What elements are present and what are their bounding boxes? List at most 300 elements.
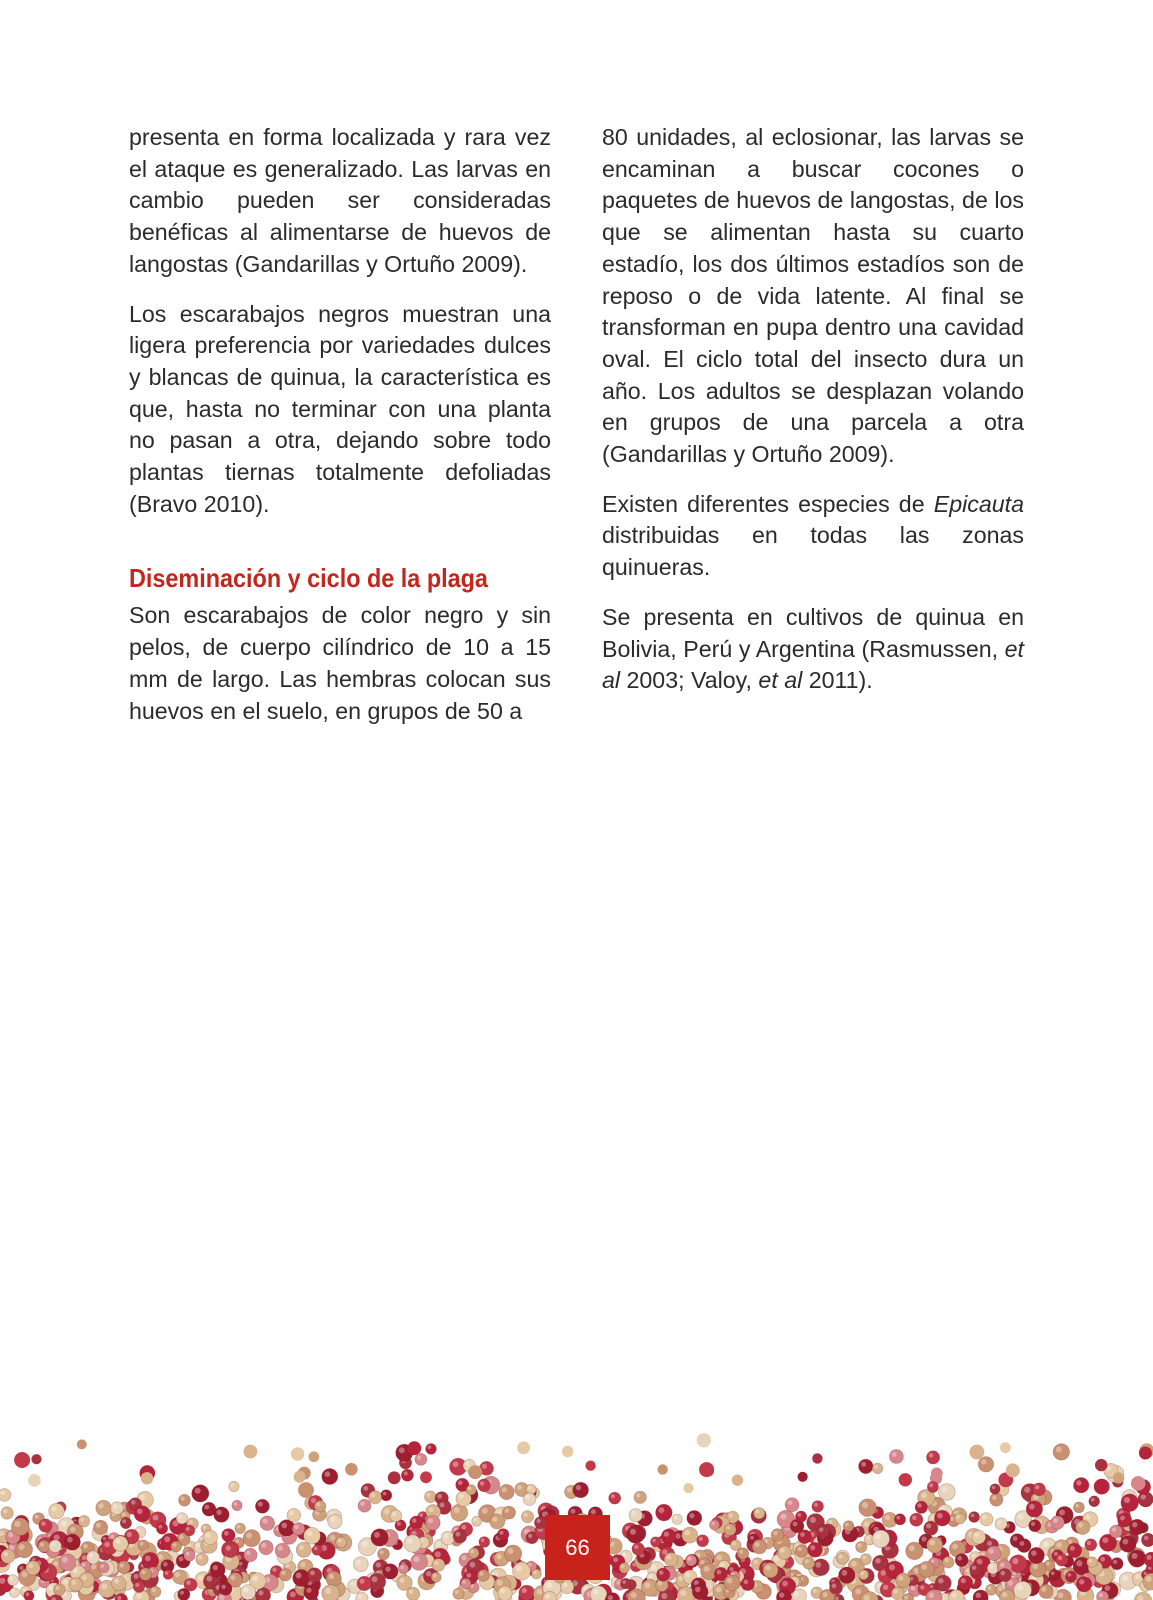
quinoa-grain <box>353 1557 368 1572</box>
grain-highlight <box>470 1562 476 1568</box>
grain-highlight <box>1058 1556 1062 1560</box>
grain-highlight <box>397 1522 401 1526</box>
quinoa-grain <box>381 1490 392 1501</box>
grain-highlight <box>173 1543 177 1547</box>
right-paragraph-1: 80 unidades, al eclosionar, las larvas se encaminan a buscar cocones o paquetes de huevos de langostas, de los que se alimentan hasta su cuarto estadío, los dos últimos estadíos son de reposo o de vida latente. Al final se transforman en pupa dentro una cavidad oval. El ciclo total del insecto dura un año. Los adultos se desplazan volando en grupos de una parcela a otra (Gandarillas y Ortuño 2009). <box>602 124 1024 468</box>
grain-highlight <box>407 1538 413 1544</box>
grain-highlight <box>372 1576 378 1582</box>
quinoa-grain <box>737 1548 749 1560</box>
quinoa-grain <box>1074 1478 1089 1493</box>
grain-highlight <box>231 1483 235 1487</box>
quinoa-grain <box>1085 1539 1097 1551</box>
grain-highlight <box>444 1534 449 1539</box>
grain-highlight <box>861 1462 866 1467</box>
grain-highlight <box>1100 1557 1105 1562</box>
grain-highlight <box>992 1495 997 1500</box>
grain-highlight <box>756 1510 760 1514</box>
grain-highlight <box>311 1498 316 1503</box>
quinoa-grain <box>287 1508 301 1522</box>
grain-highlight <box>862 1502 868 1508</box>
grain-highlight <box>505 1508 510 1513</box>
quinoa-grain <box>478 1479 491 1492</box>
quinoa-grain <box>490 1514 505 1529</box>
quinoa-grain <box>1121 1494 1139 1512</box>
quinoa-grain <box>229 1481 239 1491</box>
quinoa-grain <box>232 1500 242 1510</box>
quinoa-grain <box>312 1545 323 1556</box>
quinoa-grain <box>1028 1547 1044 1563</box>
grain-highlight <box>219 1595 224 1600</box>
quinoa-grain <box>1113 1472 1124 1483</box>
quinoa-grain <box>531 1569 541 1579</box>
quinoa-grain <box>513 1562 531 1580</box>
quinoa-grain <box>1009 1555 1027 1573</box>
grain-highlight <box>658 1581 662 1585</box>
quinoa-grain <box>860 1554 871 1565</box>
quinoa-grain <box>184 1550 195 1561</box>
grain-highlight <box>794 1591 799 1596</box>
grain-highlight <box>296 1573 302 1579</box>
quinoa-grain <box>899 1473 912 1486</box>
quinoa-grain <box>399 1564 409 1574</box>
grain-highlight <box>360 1502 365 1507</box>
grain-highlight <box>8 1532 13 1537</box>
quinoa-grain <box>1000 1442 1011 1453</box>
citation-et-al: et al <box>758 667 803 694</box>
grain-highlight <box>456 1532 461 1537</box>
grain-highlight <box>1032 1564 1038 1570</box>
grain-highlight <box>261 1543 266 1548</box>
left-paragraph-2: Los escarabajos negros muestran una ligera preferencia por variedades dulces y blancas de quinua, la característica es que, hasta no terminar con una planta no pasan a otra, dejando sobre todo plantas tiernas totalmente defoliadas (Bravo 2010). <box>129 300 551 517</box>
grain-highlight <box>942 1487 948 1493</box>
grain-highlight <box>178 1515 182 1519</box>
quinoa-grain <box>741 1577 754 1590</box>
quinoa-grain <box>275 1543 290 1558</box>
quinoa-grain <box>697 1433 711 1447</box>
quinoa-grain <box>184 1525 195 1536</box>
grain-highlight <box>231 1575 236 1580</box>
grain-highlight <box>874 1465 878 1469</box>
grain-highlight <box>685 1530 691 1536</box>
quinoa-grain <box>292 1523 305 1536</box>
grain-highlight <box>1029 1504 1035 1510</box>
grain-highlight <box>1144 1536 1149 1541</box>
right-column <box>602 122 1024 715</box>
section-heading: Diseminación y ciclo de la plaga <box>129 563 488 594</box>
grain-highlight <box>459 1494 464 1499</box>
grain-highlight <box>912 1516 917 1521</box>
grain-highlight <box>385 1566 390 1571</box>
quinoa-grain <box>523 1493 536 1506</box>
quinoa-grain <box>407 1441 421 1455</box>
grain-highlight <box>782 1581 788 1587</box>
grain-highlight <box>997 1520 1001 1524</box>
grain-highlight <box>1017 1584 1023 1590</box>
grain-highlight <box>659 1570 664 1575</box>
page-number-badge: 66 <box>545 1515 610 1580</box>
quinoa-grain <box>919 1561 935 1577</box>
grain-highlight <box>186 1527 190 1531</box>
quinoa-grain <box>59 1554 76 1571</box>
grain-highlight <box>1051 1571 1055 1575</box>
quinoa-grain <box>1033 1483 1046 1496</box>
grain-highlight <box>163 1562 168 1567</box>
quinoa-grain <box>298 1482 314 1498</box>
quinoa-grain <box>196 1553 208 1565</box>
grain-highlight <box>797 1513 801 1517</box>
quinoa-grain <box>255 1499 269 1513</box>
quinoa-grain <box>859 1459 873 1473</box>
quinoa-grain <box>839 1567 855 1583</box>
quinoa-grain <box>94 1520 108 1534</box>
quinoa-grain <box>915 1501 927 1513</box>
quinoa-grain <box>872 1530 890 1548</box>
quinoa-grain <box>469 1548 480 1559</box>
grain-highlight <box>621 1564 625 1568</box>
grain-highlight <box>611 1494 615 1498</box>
quinoa-grain <box>411 1553 428 1570</box>
quinoa-grain <box>672 1514 682 1524</box>
grain-highlight <box>885 1515 890 1520</box>
grain-highlight <box>952 1544 958 1550</box>
grain-highlight <box>179 1535 184 1540</box>
grain-highlight <box>1056 1447 1062 1453</box>
grain-highlight <box>525 1495 530 1500</box>
grain-highlight <box>929 1592 935 1598</box>
grain-highlight <box>140 1542 144 1546</box>
text-run: 2011). <box>802 667 873 694</box>
quinoa-grain <box>970 1445 985 1460</box>
grain-highlight <box>1024 1487 1030 1493</box>
grain-highlight <box>862 1556 866 1560</box>
quinoa-grain <box>503 1506 516 1519</box>
quinoa-grain <box>203 1530 217 1544</box>
grain-highlight <box>911 1586 916 1591</box>
quinoa-grain <box>817 1525 830 1538</box>
quinoa-grain <box>927 1537 943 1553</box>
quinoa-grain <box>894 1514 905 1525</box>
grain-highlight <box>433 1574 437 1578</box>
quinoa-grain <box>328 1514 342 1528</box>
grain-highlight <box>711 1522 715 1526</box>
grain-highlight <box>651 1564 657 1570</box>
grain-highlight <box>839 1554 843 1558</box>
grain-highlight <box>921 1492 927 1498</box>
quinoa-grain <box>378 1548 390 1560</box>
quinoa-grain <box>658 1464 668 1474</box>
grain-highlight <box>299 1545 304 1550</box>
grain-highlight <box>1020 1541 1025 1546</box>
grain-highlight <box>842 1570 848 1576</box>
quinoa-grain <box>39 1519 52 1532</box>
grain-highlight <box>329 1574 334 1579</box>
grain-highlight <box>453 1461 459 1467</box>
left-column <box>129 122 551 745</box>
quinoa-grain <box>111 1576 126 1591</box>
grain-highlight <box>695 1587 701 1593</box>
quinoa-grain <box>479 1537 490 1548</box>
quinoa-grain <box>304 1585 319 1600</box>
quinoa-grain <box>390 1510 402 1522</box>
grain-highlight <box>40 1542 44 1546</box>
grain-highlight <box>98 1503 103 1508</box>
quinoa-grain <box>425 1491 437 1503</box>
quinoa-grain <box>184 1578 197 1591</box>
quinoa-grain <box>724 1524 736 1536</box>
quinoa-grain <box>322 1469 338 1485</box>
quinoa-grain <box>451 1504 468 1521</box>
grain-highlight <box>153 1515 159 1521</box>
grain-highlight <box>455 1590 459 1594</box>
quinoa-grain <box>497 1529 509 1541</box>
quinoa-grain <box>798 1530 812 1544</box>
grain-highlight <box>281 1523 287 1529</box>
grain-highlight <box>945 1558 949 1562</box>
grain-highlight <box>717 1555 723 1561</box>
quinoa-grain <box>1029 1520 1041 1532</box>
grain-highlight <box>482 1508 488 1514</box>
grain-highlight <box>11 1589 15 1593</box>
quinoa-grain <box>202 1502 216 1516</box>
quinoa-grain <box>504 1545 521 1562</box>
grain-highlight <box>96 1523 101 1528</box>
grain-highlight <box>805 1559 809 1563</box>
grain-highlight <box>26 1592 30 1596</box>
grain-highlight <box>417 1456 421 1460</box>
grain-highlight <box>892 1452 897 1457</box>
grain-highlight <box>89 1553 94 1558</box>
grain-highlight <box>1146 1576 1152 1582</box>
quinoa-grain <box>692 1584 708 1600</box>
quinoa-grain <box>813 1559 830 1576</box>
quinoa-grain <box>369 1491 382 1504</box>
grain-highlight <box>631 1511 636 1516</box>
quinoa-grain <box>293 1570 310 1587</box>
grain-highlight <box>272 1568 276 1572</box>
grain-highlight <box>634 1545 638 1549</box>
grain-highlight <box>70 1527 76 1533</box>
grain-highlight <box>409 1590 414 1595</box>
grain-highlight <box>19 1544 25 1550</box>
grain-highlight <box>399 1447 405 1453</box>
quinoa-grain <box>619 1563 630 1574</box>
grain-highlight <box>54 1534 60 1540</box>
grain-highlight <box>810 1545 815 1550</box>
grain-highlight <box>330 1535 336 1541</box>
quinoa-grain <box>1076 1577 1091 1592</box>
grain-highlight <box>1012 1558 1018 1564</box>
grain-highlight <box>436 1542 441 1547</box>
quinoa-grain <box>142 1552 159 1569</box>
grain-highlight <box>896 1516 900 1520</box>
grain-highlight <box>904 1596 908 1600</box>
grain-highlight <box>992 1486 996 1490</box>
grain-highlight <box>306 1588 311 1593</box>
grain-highlight <box>243 1587 248 1592</box>
grain-highlight <box>404 1471 408 1475</box>
grain-highlight <box>186 1580 191 1585</box>
grain-highlight <box>546 1582 552 1588</box>
quinoa-grain <box>1049 1570 1060 1581</box>
grain-highlight <box>1046 1562 1050 1566</box>
grain-highlight <box>726 1526 730 1530</box>
grain-highlight <box>481 1538 485 1542</box>
grain-highlight <box>136 1593 142 1599</box>
grain-highlight <box>127 1532 132 1537</box>
grain-highlight <box>971 1514 975 1518</box>
quinoa-grain <box>134 1506 150 1522</box>
grain-highlight <box>428 1507 433 1512</box>
grain-highlight <box>883 1585 888 1590</box>
grain-highlight <box>1078 1523 1083 1528</box>
grain-highlight <box>1076 1560 1082 1566</box>
grain-highlight <box>937 1513 943 1519</box>
quinoa-grain <box>812 1453 822 1463</box>
quinoa-grain <box>703 1465 714 1476</box>
grain-highlight <box>688 1557 692 1561</box>
quinoa-grain <box>796 1511 807 1522</box>
quinoa-grain <box>856 1541 867 1552</box>
grain-highlight <box>1053 1518 1058 1523</box>
grain-highlight <box>73 1568 78 1573</box>
grain-highlight <box>976 1593 981 1598</box>
quinoa-grain <box>210 1562 225 1577</box>
grain-highlight <box>480 1572 484 1576</box>
quinoa-grain <box>404 1535 421 1552</box>
grain-highlight <box>374 1532 380 1538</box>
grain-highlight <box>851 1561 857 1567</box>
grain-highlight <box>289 1511 294 1516</box>
grain-highlight <box>234 1502 238 1506</box>
quinoa-grain <box>969 1512 980 1523</box>
grain-highlight <box>1099 1593 1103 1597</box>
grain-highlight <box>727 1578 733 1584</box>
quinoa-grain <box>1066 1571 1077 1582</box>
grain-highlight <box>104 1542 110 1548</box>
grain-highlight <box>929 1453 934 1458</box>
quinoa-grain <box>980 1513 993 1526</box>
quinoa-grain <box>453 1588 464 1599</box>
grain-highlight <box>3 1509 7 1513</box>
grain-highlight <box>516 1565 522 1571</box>
grain-highlight <box>189 1520 193 1524</box>
grain-highlight <box>196 1543 200 1547</box>
grain-highlight <box>938 1578 944 1584</box>
citation-et-al: et al <box>602 635 1024 694</box>
grain-highlight <box>755 1542 760 1547</box>
grain-highlight <box>203 1526 207 1530</box>
grain-highlight <box>720 1563 724 1567</box>
grain-highlight <box>889 1564 895 1570</box>
grain-highlight <box>866 1536 870 1540</box>
grain-highlight <box>435 1551 441 1557</box>
grain-highlight <box>921 1536 926 1541</box>
quinoa-grain <box>260 1516 275 1531</box>
grain-highlight <box>35 1515 39 1519</box>
quinoa-grain <box>661 1529 676 1544</box>
grain-highlight <box>729 1513 733 1517</box>
quinoa-grain <box>176 1513 187 1524</box>
grain-highlight <box>461 1525 466 1530</box>
grain-highlight <box>300 1562 305 1567</box>
grain-highlight <box>972 1554 976 1558</box>
grain-highlight <box>1141 1494 1146 1499</box>
quinoa-grain <box>171 1541 182 1552</box>
grain-highlight <box>462 1580 466 1584</box>
quinoa-grain <box>609 1492 621 1504</box>
grain-highlight <box>165 1571 169 1575</box>
grain-highlight <box>461 1555 466 1560</box>
grain-highlight <box>689 1513 694 1518</box>
quinoa-grain <box>453 1530 467 1544</box>
quinoa-grain <box>995 1518 1007 1530</box>
quinoa-grain <box>371 1529 388 1546</box>
grain-highlight <box>1091 1498 1095 1502</box>
grain-highlight <box>467 1573 472 1578</box>
grain-highlight <box>414 1556 420 1562</box>
grain-highlight <box>517 1485 522 1490</box>
grain-highlight <box>363 1486 368 1491</box>
grain-highlight <box>164 1536 170 1542</box>
grain-highlight <box>113 1504 117 1508</box>
grain-highlight <box>383 1492 387 1496</box>
grain-highlight <box>1079 1579 1084 1584</box>
quinoa-grain <box>410 1516 423 1529</box>
quinoa-grain <box>401 1469 413 1481</box>
grain-highlight <box>316 1503 320 1507</box>
grain-highlight <box>3 1552 8 1557</box>
grain-highlight <box>819 1527 823 1531</box>
grain-highlight <box>1031 1522 1035 1526</box>
grain-highlight <box>810 1517 816 1523</box>
grain-highlight <box>1113 1560 1117 1564</box>
grain-highlight <box>356 1559 361 1564</box>
grain-highlight <box>205 1505 210 1510</box>
grain-highlight <box>780 1514 786 1520</box>
grain-highlight <box>294 1525 298 1529</box>
grain-highlight <box>427 1493 431 1497</box>
grain-highlight <box>988 1586 992 1590</box>
grain-highlight <box>630 1529 636 1535</box>
grain-highlight <box>739 1550 743 1554</box>
grain-highlight <box>175 1572 180 1577</box>
grain-highlight <box>875 1558 881 1564</box>
grain-highlight <box>1087 1541 1091 1545</box>
grain-highlight <box>845 1523 849 1527</box>
quinoa-grain <box>664 1553 678 1567</box>
grain-highlight <box>921 1564 927 1570</box>
quinoa-grain <box>771 1529 784 1542</box>
grain-highlight <box>929 1483 933 1487</box>
quinoa-grain <box>1014 1581 1032 1599</box>
quinoa-grain <box>113 1536 129 1552</box>
quinoa-grain <box>924 1521 938 1535</box>
grain-highlight <box>644 1582 650 1588</box>
quinoa-grain <box>1074 1502 1085 1513</box>
grain-highlight <box>213 1565 218 1570</box>
quinoa-grain <box>192 1485 209 1502</box>
quinoa-grain <box>1026 1501 1042 1517</box>
grain-highlight <box>1070 1546 1075 1551</box>
quinoa-grain <box>724 1575 740 1591</box>
grain-highlight <box>226 1546 231 1551</box>
quinoa-grain <box>304 1527 321 1544</box>
quinoa-grain <box>752 1540 766 1554</box>
text-run: Existen diferentes especies de <box>602 490 934 517</box>
quinoa-grain <box>383 1564 398 1579</box>
grain-highlight <box>716 1587 722 1593</box>
grain-highlight <box>82 1575 87 1580</box>
